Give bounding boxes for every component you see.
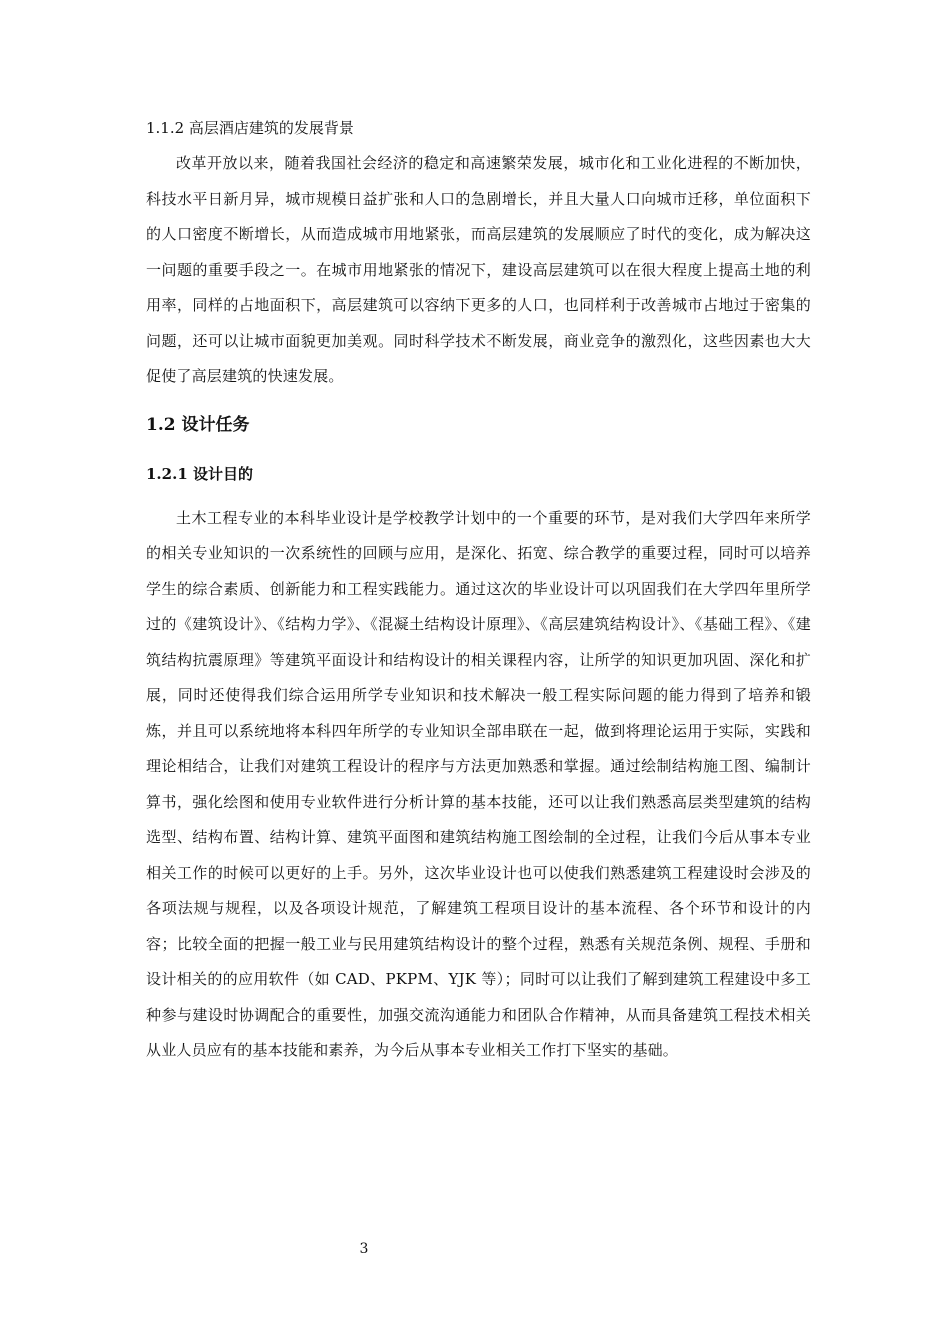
paragraph-development-background: 改革开放以来，随着我国社会经济的稳定和高速繁荣发展，城市化和工业化进程的不断加快，科技水平日新月异，城市规模日益扩张和人口的急剧增长，并且大量人口向城市迁移，单位面积下的人口密度不断增长，从而造成城市用地紧张，而高层建筑的发展顺应了时代的变化，成为解决这一问题的重要手段之一。在城市用地紧张的情况下，建设高层建筑可以在很大程度上提高土地的利用率，同样的占地面积下，高层建筑可以容纳下更多的人口，也同样利于改善城市占地过于密集的问题，还可以让城市面貌更加美观。同时科学技术不断发展，商业竞争的激烈化，这些因素也大大促使了高层建筑的快速发展。 xyxy=(146,154,811,385)
page-content xyxy=(146,110,811,1069)
page-number: 3 xyxy=(359,1241,369,1257)
subsection-heading-1-1-2: 1.1.2 高层酒店建筑的发展背景 xyxy=(146,119,354,137)
paragraph-design-purpose: 土木工程专业的本科毕业设计是学校教学计划中的一个重要的环节，是对我们大学四年来所学的相关专业知识的一次系统性的回顾与应用，是深化、拓宽、综合教学的重要过程，同时可以培养学生的综合素质、创新能力和工程实践能力。通过这次的毕业设计可以巩固我们在大学四年里所学过的《建筑设计》、《结构力学》、《混凝土结构设计原理》、《高层建筑结构设计》、《基础工程》、《建筑结构抗震原理》等建筑平面设计和结构设计的相关课程内容，让所学的知识更加巩固、深化和扩展，同时还使得我们综合运用所学专业知识和技术解决一般工程实际问题的能力得到了培养和锻炼，并且可以系统地将本科四年所学的专业知识全部串联在一起，做到将理论运用于实际，实践和理论相结合，让我们对建筑工程设计的程序与方法更加熟悉和掌握。通过绘制结构施工图、编制计算书，强化绘图和使用专业软件进行分析计算的基本技能，还可以让我们熟悉高层类型建筑的结构选型、结构布置、结构计算、建筑平面图和建筑结构施工图绘制的全过程，让我们今后从事本专业相关工作的时候可以更好的上手。另外，这次毕业设计也可以使我们熟悉建筑工程建设时会涉及的各项法规与规程，以及各项设计规范，了解建筑工程项目设计的基本流程、各个环节和设计的内容；比较全面的把握一般工业与民用建筑结构设计的整个过程，熟悉有关规范条例、规程、手册和设计相关的的应用软件（如 CAD、PKPM、YJK 等）；同时可以让我们了解到建筑工程建设中多工种参与建设时协调配合的重要性，加强交流沟通能力和团队合作精神，从而具备建筑工程技术相关从业人员应有的基本技能和素养，为今后从事本专业相关工作打下坚实的基础。 xyxy=(146,508,811,1059)
section-heading-1-2: 1.2 设计任务 xyxy=(146,414,250,435)
subsection-heading-1-2-1: 1.2.1 设计目的 xyxy=(146,464,253,483)
